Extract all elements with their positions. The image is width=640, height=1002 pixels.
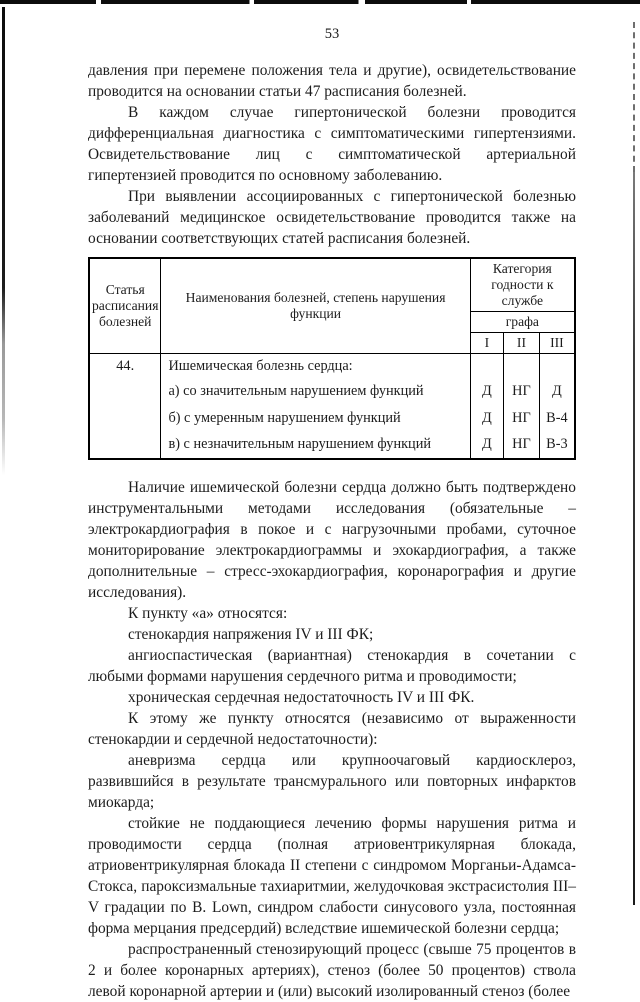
body-paragraph: хроническая сердечная недостаточность IV и III ФК. [128, 688, 475, 706]
disease-schedule-table [88, 257, 576, 460]
scan-border-left [2, 7, 5, 475]
body-paragraph: распространенный стенозирующий процесс (свыше 75 процентов в 2 и более коронарных артериях), стеноз (более 50 процентов) ствола левой коронарной артерии и (или) высокий изолированный стеноз (более [88, 940, 576, 1000]
body-paragraph: Наличие ишемической болезни сердца должно быть подтверждено инструментальными методами исследования (обязательные – электрокардиография в покое и с нагрузочными пробами, суточное мониторирование электрокардиограммы и эхокардиография, а также дополнительные – стресс-эхокардиография, коронарография и другие исследования). [88, 478, 576, 601]
body-paragraph: При выявлении ассоциированных с гипертонической болезнью заболеваний медицинское освидетельствование проводится также на основании соответствующих статей расписания болезней. [88, 188, 576, 247]
body-paragraph: К пункту «а» относятся: [128, 604, 288, 622]
disease-title: Ишемическая болезнь сердца: [161, 354, 470, 378]
category-value: В-3 [539, 432, 575, 459]
category-value: НГ [504, 378, 540, 405]
category-value: НГ [504, 405, 540, 432]
scan-border-top [0, 0, 640, 4]
table-header-article: Статья расписания болезней [89, 258, 161, 354]
disease-item-label: в) с незначительным нарушением функций [161, 432, 470, 459]
disease-item-label: б) с умеренным нарушением функций [161, 405, 470, 432]
category-value: Д [470, 432, 503, 459]
table-header-col-ii: II [504, 333, 540, 354]
category-value: В-4 [539, 405, 575, 432]
category-value: Д [539, 378, 575, 405]
document-page [88, 26, 576, 1002]
table-header-category: Категория годности к службе [470, 258, 575, 312]
category-value: НГ [504, 432, 540, 459]
scan-border-right-solid [633, 172, 635, 905]
body-paragraph: ангиоспастическая (вариантная) стенокардия в сочетании с любыми формами нарушения сердечного ритма и проводимости; [88, 646, 576, 685]
article-number: 44. [89, 354, 161, 459]
category-cell-empty [470, 354, 503, 378]
body-paragraph: давления при перемене положения тела и другие), освидетельствование проводится на основании статьи 47 расписания болезней. [88, 62, 576, 100]
disease-item-label: а) со значительным нарушением функций [161, 378, 470, 405]
table-header-col-i: I [470, 333, 503, 354]
scan-border-right-dashed [633, 22, 635, 172]
category-value: Д [470, 378, 503, 405]
body-paragraph: К этому же пункту относятся (независимо от выраженности стенокардии и сердечной недостаточности): [88, 709, 576, 748]
category-value: Д [470, 405, 503, 432]
category-cell-empty [504, 354, 540, 378]
body-paragraph: стенокардия напряжения IV и III ФК; [128, 625, 374, 643]
table-header-disease: Наименования болезней, степень нарушения функции [161, 258, 470, 354]
table-header-col-iii: III [539, 333, 575, 354]
page-number: 53 [324, 26, 340, 42]
category-cell-empty [539, 354, 575, 378]
body-paragraph: В каждом случае гипертонической болезни проводится дифференциальная диагностика с симптоматическими гипертензиями. Освидетельствование лиц с симптоматической артериальной гипертензией проводится по основному заболеванию. [88, 104, 576, 184]
table-row [89, 378, 575, 405]
table-header-grafa: графа [470, 312, 575, 333]
body-paragraph: аневризма сердца или крупноочаговый кардиосклероз, развившийся в результате трансмурального или повторных инфарктов миокарда; [88, 751, 576, 811]
table-row [89, 405, 575, 432]
table-row [89, 354, 575, 378]
body-paragraph: стойкие не поддающиеся лечению формы нарушения ритма и проводимости сердца (полная атриовентрикулярная блокада, атриовентрикулярная блокада II степени с синдромом Морганьи-Адамса-Стокса, пароксизмальные тахиаритмии, желудочковая экстрасистолия III–V градации по B. Lown, синдром слабости синусового узла, постоянная форма мерцания предсердий) вследствие ишемической болезни сердца; [88, 814, 576, 937]
table-row [89, 432, 575, 459]
